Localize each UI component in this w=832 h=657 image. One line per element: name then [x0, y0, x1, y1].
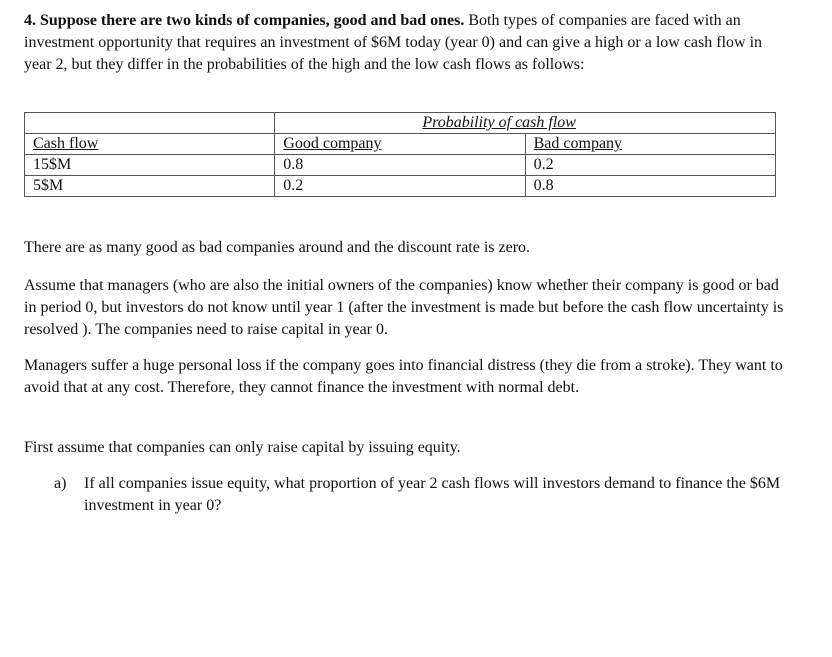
- header-bad-company: Bad company: [525, 134, 775, 155]
- problem-lead: 4. Suppose there are two kinds of companies, good and bad ones.: [24, 12, 465, 29]
- header-cash-flow: Cash flow: [25, 134, 275, 155]
- paragraph-information: Assume that managers (who are also the initial owners of the companies) know whether their company is good or bad in period 0, but investors do not know until year 1 (after the investment is made but before the cash flow uncertainty is resolved ). The companies need to raise capital in year 0.: [24, 277, 784, 338]
- cell-cash-flow: 5$M: [25, 176, 275, 197]
- paragraph-discount-rate: There are as many good as bad companies around and the discount rate is zero.: [24, 239, 531, 256]
- cell-bad-prob: 0.8: [525, 176, 775, 197]
- table-row: [25, 155, 776, 176]
- table-corner-cell: [25, 113, 275, 134]
- cell-cash-flow: 15$M: [25, 155, 275, 176]
- table-header-row: [25, 134, 776, 155]
- cell-bad-prob: 0.2: [525, 155, 775, 176]
- paragraph-distress: Managers suffer a huge personal loss if the company goes into financial distress (they die from a stroke). They want to avoid that at any cost. Therefore, they cannot finance the investment with normal debt.: [24, 357, 783, 396]
- header-good-company: Good company: [275, 134, 525, 155]
- question-a-label: a): [54, 475, 67, 492]
- problem-intro: [24, 10, 784, 76]
- cell-good-prob: 0.2: [275, 176, 525, 197]
- table-row: [25, 176, 776, 197]
- question-a: [54, 473, 794, 517]
- table-group-header-row: [25, 113, 776, 134]
- cash-flow-table: [24, 112, 776, 197]
- probability-header: Probability of cash flow: [275, 113, 776, 134]
- paragraph-equity-only: First assume that companies can only raise capital by issuing equity.: [24, 439, 461, 456]
- problem-intro-text: Both types of companies are faced with an investment opportunity that requires an investment of $6M today (year 0) and can give a high or a low cash flow in year 2, but they differ in the probabilities of the high and the low cash flows as follows:: [24, 12, 763, 73]
- cell-good-prob: 0.8: [275, 155, 525, 176]
- question-a-text: If all companies issue equity, what proportion of year 2 cash flows will investors demand to finance the $6M investment in year 0?: [84, 475, 781, 514]
